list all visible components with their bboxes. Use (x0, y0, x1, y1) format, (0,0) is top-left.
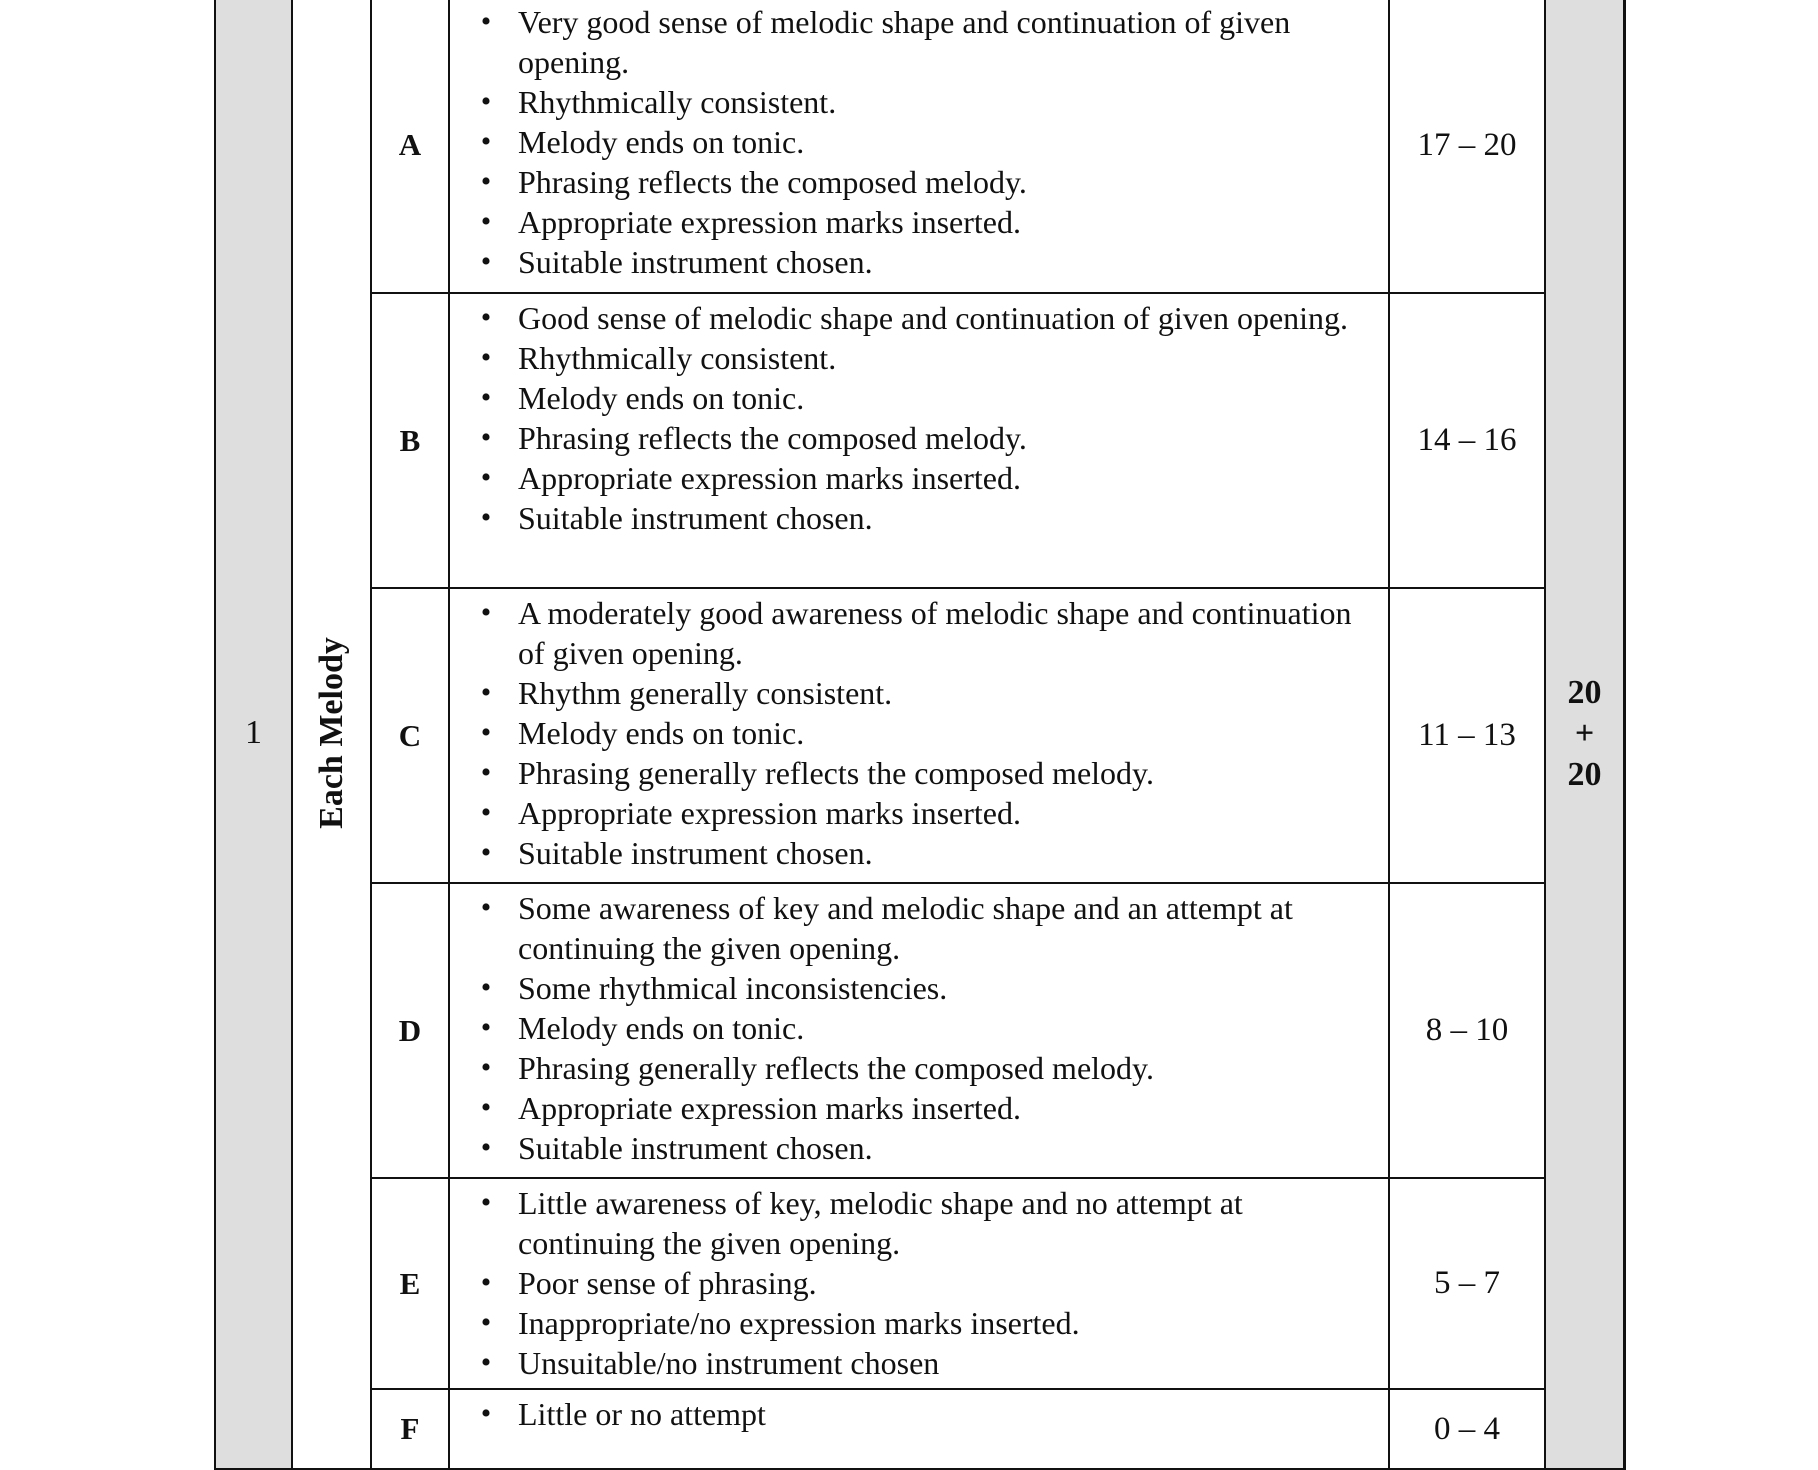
criteria-item (464, 793, 1374, 833)
criteria-item (464, 1128, 1374, 1168)
bullet-icon: • (480, 971, 492, 1004)
criteria-text: Rhythm generally consistent. (518, 675, 893, 711)
criteria-item (464, 1343, 1374, 1383)
criteria-text: Unsuitable/no instrument chosen (518, 1345, 940, 1381)
criteria-cell (450, 1179, 1390, 1390)
criteria-text: Phrasing reflects the composed melody. (518, 420, 1027, 456)
criteria-text: Little or no attempt (518, 1396, 766, 1432)
bullet-icon: • (480, 301, 492, 334)
criteria-item (464, 673, 1374, 713)
bullet-icon: • (480, 165, 492, 198)
total-marks-top: 20 (1567, 673, 1602, 711)
bullet-icon: • (480, 381, 492, 414)
bullet-icon: • (480, 836, 492, 869)
criteria-item (464, 1183, 1374, 1263)
criteria-list (464, 1183, 1374, 1383)
criteria-text: Melody ends on tonic. (518, 715, 805, 751)
criteria-item (464, 1263, 1374, 1303)
criteria-text: Some awareness of key and melodic shape and an attempt at continuing the given opening. (518, 890, 1293, 966)
marks-range: 14 – 16 (1390, 294, 1546, 589)
criteria-list (464, 298, 1374, 538)
criteria-list (464, 888, 1374, 1168)
bullet-icon: • (480, 1091, 492, 1124)
total-marks-bottom: 20 (1567, 755, 1602, 793)
criterion-area-label: Each Melody (312, 637, 350, 829)
criteria-item (464, 753, 1374, 793)
criteria-cell (450, 589, 1390, 884)
criteria-item (464, 498, 1374, 538)
criteria-item (464, 82, 1374, 122)
criteria-item (464, 458, 1374, 498)
total-marks (1546, 0, 1626, 1470)
bullet-icon: • (480, 421, 492, 454)
total-marks-operator: + (1574, 714, 1595, 752)
criteria-text: Suitable instrument chosen. (518, 500, 873, 536)
criteria-item (464, 833, 1374, 873)
grade-label: D (372, 884, 450, 1179)
criteria-text: A moderately good awareness of melodic shape and continuation of given opening. (518, 595, 1352, 671)
criteria-item (464, 242, 1374, 282)
criteria-text: Rhythmically consistent. (518, 84, 837, 120)
criteria-item (464, 162, 1374, 202)
bullet-icon: • (480, 125, 492, 158)
criteria-text: Appropriate expression marks inserted. (518, 1090, 1021, 1126)
bullet-icon: • (480, 245, 492, 278)
criteria-text: Little awareness of key, melodic shape and no attempt at continuing the given opening. (518, 1185, 1243, 1261)
criteria-cell (450, 0, 1390, 294)
criteria-item (464, 202, 1374, 242)
criteria-item (464, 338, 1374, 378)
criteria-text: Suitable instrument chosen. (518, 244, 873, 280)
bullet-icon: • (480, 1131, 492, 1164)
criteria-item (464, 378, 1374, 418)
bullet-icon: • (480, 1011, 492, 1044)
criteria-item (464, 1394, 1374, 1434)
bullet-icon: • (480, 756, 492, 789)
marks-range: 8 – 10 (1390, 884, 1546, 1179)
criteria-text: Rhythmically consistent. (518, 340, 837, 376)
bullet-icon: • (480, 1186, 492, 1219)
criteria-cell (450, 1390, 1390, 1470)
criteria-text: Good sense of melodic shape and continuation of given opening. (518, 300, 1349, 336)
criteria-item (464, 122, 1374, 162)
criteria-text: Melody ends on tonic. (518, 380, 805, 416)
bullet-icon: • (480, 85, 492, 118)
bullet-icon: • (480, 716, 492, 749)
criteria-text: Suitable instrument chosen. (518, 835, 873, 871)
criteria-item (464, 1088, 1374, 1128)
bullet-icon: • (480, 1397, 492, 1430)
criteria-text: Very good sense of melodic shape and continuation of given opening. (518, 4, 1291, 80)
criteria-cell (450, 884, 1390, 1179)
bullet-icon: • (480, 461, 492, 494)
criteria-item (464, 713, 1374, 753)
criteria-item (464, 1303, 1374, 1343)
bullet-icon: • (480, 5, 492, 38)
grade-label: B (372, 294, 450, 589)
criteria-text: Phrasing generally reflects the composed melody. (518, 755, 1154, 791)
criteria-list (464, 593, 1374, 873)
question-number: 1 (214, 0, 293, 1470)
criteria-item (464, 418, 1374, 458)
criteria-item (464, 888, 1374, 968)
bullet-icon: • (480, 596, 492, 629)
bullet-icon: • (480, 1051, 492, 1084)
bullet-icon: • (480, 1306, 492, 1339)
grade-label: E (372, 1179, 450, 1390)
bullet-icon: • (480, 341, 492, 374)
criterion-area-cell (293, 0, 372, 1470)
marks-range: 5 – 7 (1390, 1179, 1546, 1390)
marking-scheme-table (214, 0, 1626, 1470)
criteria-text: Melody ends on tonic. (518, 124, 805, 160)
criteria-item (464, 2, 1374, 82)
grade-label: A (372, 0, 450, 294)
criteria-text: Appropriate expression marks inserted. (518, 460, 1021, 496)
bullet-icon: • (480, 676, 492, 709)
grade-label: F (372, 1390, 450, 1470)
criteria-text: Suitable instrument chosen. (518, 1130, 873, 1166)
criteria-cell (450, 294, 1390, 589)
criteria-list (464, 1394, 1374, 1434)
criteria-item (464, 298, 1374, 338)
criteria-text: Some rhythmical inconsistencies. (518, 970, 948, 1006)
bullet-icon: • (480, 796, 492, 829)
marks-range: 0 – 4 (1390, 1390, 1546, 1470)
criteria-text: Melody ends on tonic. (518, 1010, 805, 1046)
criteria-item (464, 1048, 1374, 1088)
criteria-text: Phrasing reflects the composed melody. (518, 164, 1027, 200)
criteria-text: Inappropriate/no expression marks inserted. (518, 1305, 1080, 1341)
criteria-text: Appropriate expression marks inserted. (518, 795, 1021, 831)
bullet-icon: • (480, 891, 492, 924)
bullet-icon: • (480, 501, 492, 534)
criteria-item (464, 593, 1374, 673)
marks-range: 11 – 13 (1390, 589, 1546, 884)
grade-label: C (372, 589, 450, 884)
criteria-text: Appropriate expression marks inserted. (518, 204, 1021, 240)
bullet-icon: • (480, 1346, 492, 1379)
criteria-item (464, 968, 1374, 1008)
criteria-text: Phrasing generally reflects the composed melody. (518, 1050, 1154, 1086)
criteria-item (464, 1008, 1374, 1048)
marks-range: 17 – 20 (1390, 0, 1546, 294)
criteria-list (464, 2, 1374, 282)
bullet-icon: • (480, 1266, 492, 1299)
criteria-text: Poor sense of phrasing. (518, 1265, 817, 1301)
bullet-icon: • (480, 205, 492, 238)
